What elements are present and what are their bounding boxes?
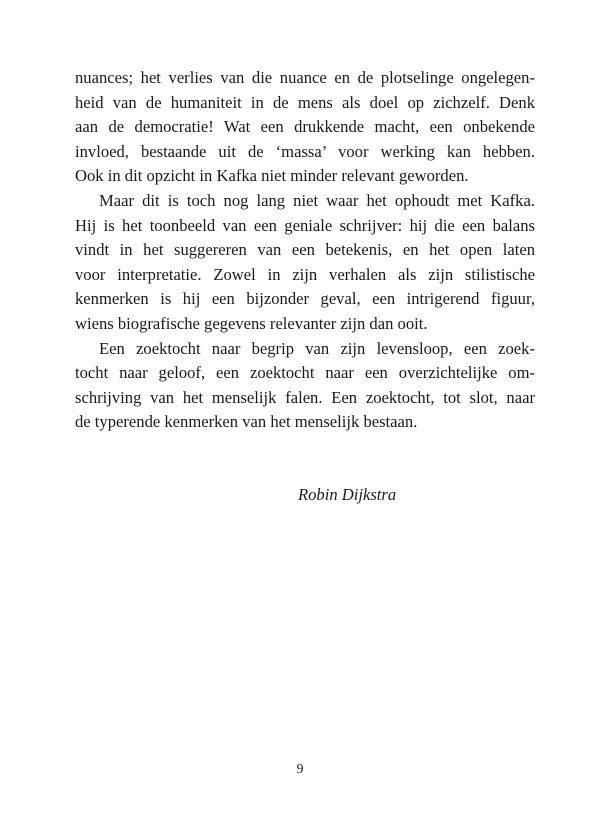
text-line: nuances; het verlies van die nuance en de plotselinge ongelegen-: [75, 68, 535, 87]
text-line: wiens biografische gegevens relevanter zijn dan ooit.: [75, 313, 428, 333]
text-line: kenmerken is hij een bijzonder geval, een intrigerend figuur,: [75, 289, 535, 309]
page-number: 9: [296, 762, 304, 777]
paragraph-1: [75, 66, 535, 189]
text-line: schrijving van het menselijk falen. Een zoektocht, tot slot, naar: [75, 387, 535, 407]
paragraph-2: [75, 189, 535, 337]
author-signature: Robin Dijkstra: [298, 485, 397, 504]
text-line: heid van de humaniteit in de mens als doel op zichzelf. Denk: [75, 92, 535, 112]
text-line: voor interpretatie. Zowel in zijn verhalen als zijn stilistische: [75, 264, 535, 284]
text-line: invloed, bestaande uit de ‘massa’ voor werking kan hebben.: [75, 141, 535, 161]
text-line: vindt in het suggereren van een betekenis, en het open laten: [75, 240, 535, 260]
text-line: de typerende kenmerken van het menselijk bestaan.: [75, 412, 418, 432]
text-line: Een zoektocht naar begrip van zijn levensloop, een zoek-: [99, 338, 535, 358]
text-line: tocht naar geloof, een zoektocht naar een overzichtelijke om-: [75, 363, 535, 383]
text-line: Hij is het toonbeeld van een geniale schrijver: hij die een balans: [75, 215, 535, 235]
body-text: [75, 66, 535, 435]
text-line: Ook in dit opzicht in Kafka niet minder relevant geworden.: [75, 166, 469, 186]
paragraph-3: [75, 337, 535, 435]
text-line: aan de democratie! Wat een drukkende macht, een onbekende: [75, 117, 535, 137]
text-line: Maar dit is toch nog lang niet waar het ophoudt met Kafka.: [99, 190, 535, 210]
